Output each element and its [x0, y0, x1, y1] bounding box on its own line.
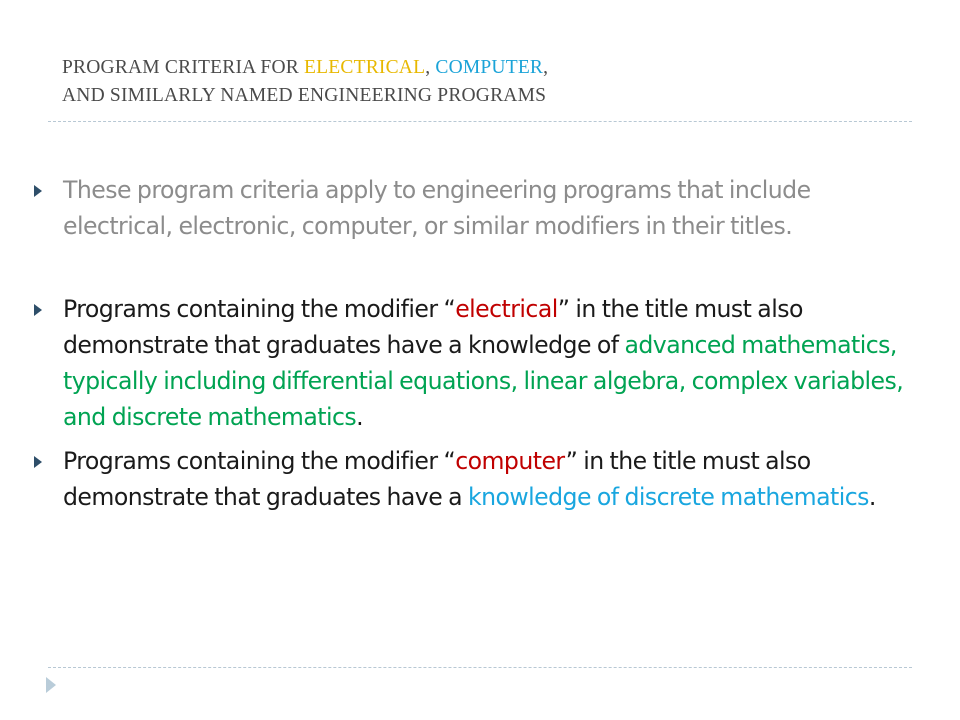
- bullet-keyword-computer: computer: [455, 447, 566, 475]
- slide-title-line1: [62, 54, 922, 82]
- bullet-text-end: .: [356, 403, 364, 431]
- bullet-keyword-electrical: electrical: [455, 295, 558, 323]
- slide-title: [62, 54, 922, 110]
- bullet-arrow-icon: [34, 185, 42, 197]
- bullet-text-mid: ” in the title must also demonstrate that graduates have a: [63, 447, 811, 511]
- bullet-text-pre: Programs containing the modifier “: [63, 447, 456, 475]
- slide-corner-arrow-icon: [46, 677, 56, 693]
- bullet-item-scope: [34, 172, 914, 244]
- title-keyword-electrical: ELECTRICAL: [304, 57, 426, 78]
- bullet-list: [34, 172, 914, 515]
- bullet-item-electrical: [34, 291, 914, 435]
- title-text-prefix: PROGRAM CRITERIA FOR: [62, 57, 305, 78]
- title-separator: ,: [425, 57, 436, 78]
- title-comma: ,: [543, 57, 549, 78]
- bullet-highlight-discrete: knowledge of discrete mathematics: [467, 483, 869, 511]
- bullet-highlight-math: advanced mathematics, typically including differential equations, linear algebra, complex variables, and discrete mathematics: [63, 331, 904, 431]
- bullet-text: These program criteria apply to engineering programs that include electrical, electronic, computer, or similar modifiers in their titles.: [63, 176, 811, 240]
- slide-title-line2: AND SIMILARLY NAMED ENGINEERING PROGRAMS: [62, 85, 547, 106]
- bullet-text-pre: Programs containing the modifier “: [63, 295, 456, 323]
- footer-divider: [48, 667, 912, 668]
- bullet-text-end: .: [868, 483, 876, 511]
- bullet-text-mid: ” in the title must also demonstrate that graduates have a knowledge of: [63, 295, 803, 359]
- bullet-arrow-icon: [34, 456, 42, 468]
- bullet-item-computer: [34, 443, 914, 515]
- bullet-arrow-icon: [34, 304, 42, 316]
- title-divider: [48, 121, 912, 122]
- title-keyword-computer: COMPUTER: [435, 57, 544, 78]
